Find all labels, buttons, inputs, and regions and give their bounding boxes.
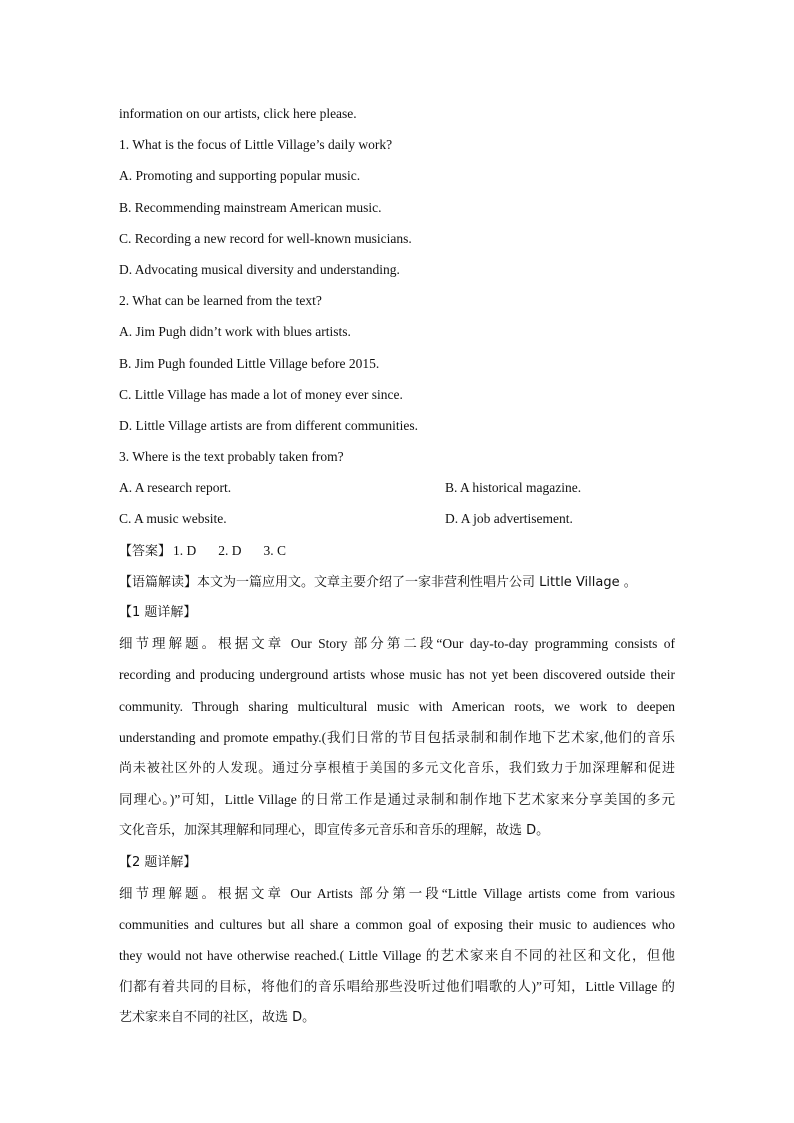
question-2-option-b: B. Jim Pugh founded Little Village before 2015. — [119, 355, 380, 371]
detail-1-line-2: recording and producing underground artists whose music has not yet been discovered outside their — [119, 667, 675, 683]
question-3-option-c: C. A music website. — [119, 511, 227, 527]
question-1-option-b: B. Recommending mainstream American music. — [119, 199, 382, 215]
analysis-text: 本文为一篇应用文。文章主要介绍了一家非营利性唱片公司 Little Village 。 — [197, 574, 637, 590]
detail-2-heading: 【2 题详解】 — [119, 854, 197, 870]
question-2-stem: 2. What can be learned from the text? — [119, 293, 322, 309]
answer-1: 1. D — [173, 542, 197, 558]
analysis-line — [119, 566, 675, 597]
detail-1-line-6: 同理心。)”可知，Little Village 的日常工作是通过录制和制作地下艺术家来分享美国的多元 — [119, 792, 675, 808]
question-2-option-c: C. Little Village has made a lot of money ever since. — [119, 386, 403, 402]
question-3-options-row-1 — [119, 472, 675, 503]
detail-2-line-1: 细节理解题。根据文章 Our Artists 部分第一段“Little Village artists come from various — [119, 885, 675, 901]
question-1-option-c: C. Recording a new record for well-known musicians. — [119, 230, 412, 246]
question-3-option-b: B. A historical magazine. — [445, 480, 582, 496]
answers-label: 【答案】 — [119, 543, 172, 559]
detail-2-line-5: 艺术家来自不同的社区，故选 D。 — [119, 1010, 316, 1026]
detail-1-line-5: 尚未被社区外的人发现。通过分享根植于美国的多元文化音乐，我们致力于加深理解和促进 — [119, 760, 675, 776]
question-3-option-d: D. A job advertisement. — [445, 511, 573, 527]
answer-3: 3. C — [263, 542, 287, 558]
detail-1-line-1: 细节理解题。根据文章 Our Story 部分第二段“Our day-to-day programming consists of — [119, 636, 675, 652]
detail-1-heading: 【1 题详解】 — [119, 605, 197, 620]
question-2-option-a: A. Jim Pugh didn’t work with blues artists. — [119, 324, 351, 340]
question-2-option-d: D. Little Village artists are from different communities. — [119, 417, 418, 433]
detail-2-line-3: they would not have otherwise reached.( Little Village 的艺术家来自不同的社区和文化，但他 — [119, 948, 675, 964]
detail-2-line-4: 们都有着共同的目标，将他们的音乐唱给那些没听过他们唱歌的人)”可知，Little Village 的 — [119, 979, 675, 995]
detail-1-line-3: community. Through sharing multicultural music with American roots, we work to deepen — [119, 698, 675, 714]
analysis-label: 【语篇解读】 — [119, 574, 198, 590]
question-3-options-row-2 — [119, 503, 675, 534]
question-1-option-a: A. Promoting and supporting popular music. — [119, 168, 361, 184]
intro-tail-text: information on our artists, click here please. — [119, 106, 357, 121]
detail-2-line-2: communities and cultures but all share a common goal of exposing their music to audiences who — [119, 916, 675, 932]
document-page — [119, 98, 675, 1034]
detail-1-line-4: understanding and promote empathy.(我们日常的节目包括录制和制作地下艺术家,他们的音乐 — [119, 729, 675, 745]
detail-1-line-7: 文化音乐，加深其理解和同理心，即宣传多元音乐和音乐的理解，故选 D。 — [119, 823, 550, 839]
question-1-option-d: D. Advocating musical diversity and understanding. — [119, 261, 400, 277]
question-3-option-a: A. A research report. — [119, 480, 232, 496]
answer-2: 2. D — [218, 542, 242, 558]
question-3-stem: 3. Where is the text probably taken from? — [119, 449, 344, 465]
question-1-stem: 1. What is the focus of Little Village’s daily work? — [119, 137, 393, 153]
answers-line — [119, 535, 675, 566]
